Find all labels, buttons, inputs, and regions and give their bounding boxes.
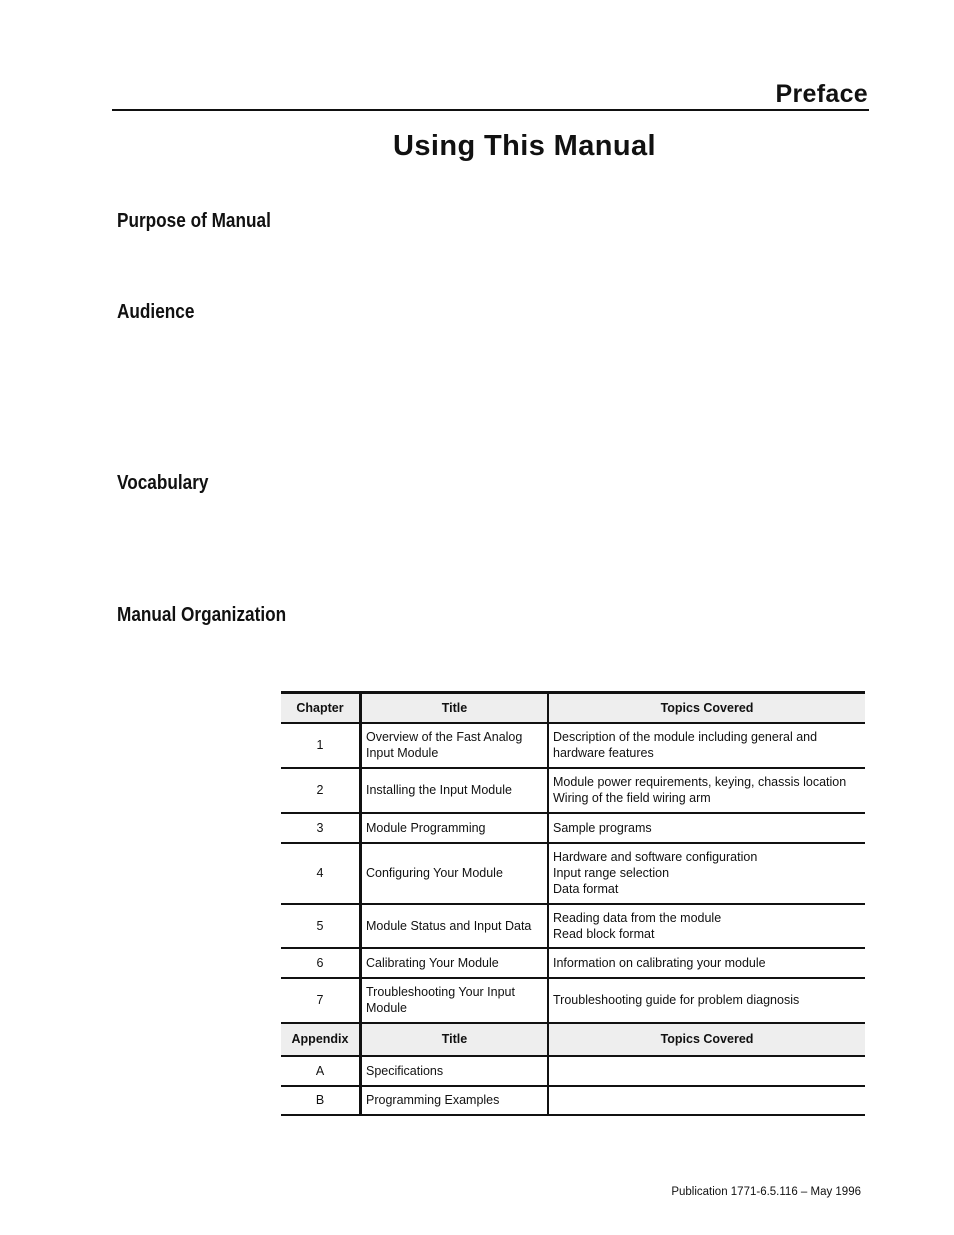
- column-header: Topics Covered: [548, 1023, 865, 1056]
- row-number: 4: [281, 843, 361, 904]
- table-row: [281, 1056, 865, 1086]
- topic-line: Read block format: [553, 926, 655, 941]
- topic-line: Sample programs: [553, 820, 652, 835]
- row-title: Specifications: [361, 1056, 549, 1086]
- row-title: Programming Examples: [361, 1086, 549, 1115]
- page-title: Using This Manual: [393, 130, 656, 162]
- topic-line: Hardware and software configuration: [553, 850, 758, 864]
- chapter-header-row: [281, 693, 865, 723]
- row-topics: [548, 723, 865, 768]
- table-row: [281, 768, 865, 813]
- heading-audience: Audience: [117, 301, 195, 323]
- column-header: Title: [361, 1023, 549, 1056]
- topic-line: Troubleshooting guide for problem diagnosis: [553, 993, 800, 1007]
- topic-line: Module power requirements, keying, chassis location: [553, 775, 847, 789]
- table-row: [281, 948, 865, 978]
- row-title: Overview of the Fast Analog Input Module: [361, 723, 549, 768]
- row-title: Calibrating Your Module: [361, 948, 549, 978]
- row-topics: [548, 1056, 865, 1086]
- row-number: 3: [281, 813, 361, 843]
- row-number: B: [281, 1086, 361, 1115]
- topic-line: Information on calibrating your module: [553, 955, 766, 970]
- topic-line: Description of the module including general and hardware features: [553, 730, 818, 760]
- row-title: Configuring Your Module: [361, 843, 549, 904]
- heading-purpose: Purpose of Manual: [117, 210, 271, 232]
- table-row: [281, 904, 865, 948]
- topic-line: Input range selection: [553, 866, 670, 880]
- row-title: Module Programming: [361, 813, 549, 843]
- table-row: [281, 723, 865, 768]
- table-row: [281, 843, 865, 904]
- heading-vocabulary: Vocabulary: [117, 472, 209, 494]
- column-header: Title: [361, 693, 549, 723]
- row-number: 1: [281, 723, 361, 768]
- row-number: 6: [281, 948, 361, 978]
- row-topics: [548, 843, 865, 904]
- row-number: 2: [281, 768, 361, 813]
- column-header: Topics Covered: [548, 693, 865, 723]
- publication-footer: Publication 1771-6.5.116 – May 1996: [671, 1186, 861, 1198]
- row-title: Installing the Input Module: [361, 768, 549, 813]
- section-label: Preface: [775, 80, 868, 108]
- organization-table: [281, 691, 865, 1116]
- row-topics: [548, 904, 865, 948]
- table-row: [281, 1086, 865, 1115]
- row-number: 5: [281, 904, 361, 948]
- row-topics: [548, 768, 865, 813]
- topic-line: Data format: [553, 882, 619, 896]
- table-row: [281, 978, 865, 1023]
- heading-manual-organization: Manual Organization: [117, 604, 287, 626]
- row-topics: [548, 978, 865, 1023]
- appendix-header-row: [281, 1023, 865, 1056]
- row-title: Troubleshooting Your Input Module: [361, 978, 549, 1023]
- column-header: Chapter: [281, 693, 361, 723]
- row-topics: [548, 813, 865, 843]
- column-header: Appendix: [281, 1023, 361, 1056]
- row-number: A: [281, 1056, 361, 1086]
- header-rule: [112, 109, 869, 111]
- table-row: [281, 813, 865, 843]
- topic-line: Reading data from the module: [553, 910, 722, 925]
- row-topics: [548, 1086, 865, 1115]
- row-topics: [548, 948, 865, 978]
- row-number: 7: [281, 978, 361, 1023]
- row-title: Module Status and Input Data: [361, 904, 549, 948]
- topic-line: Wiring of the field wiring arm: [553, 791, 711, 805]
